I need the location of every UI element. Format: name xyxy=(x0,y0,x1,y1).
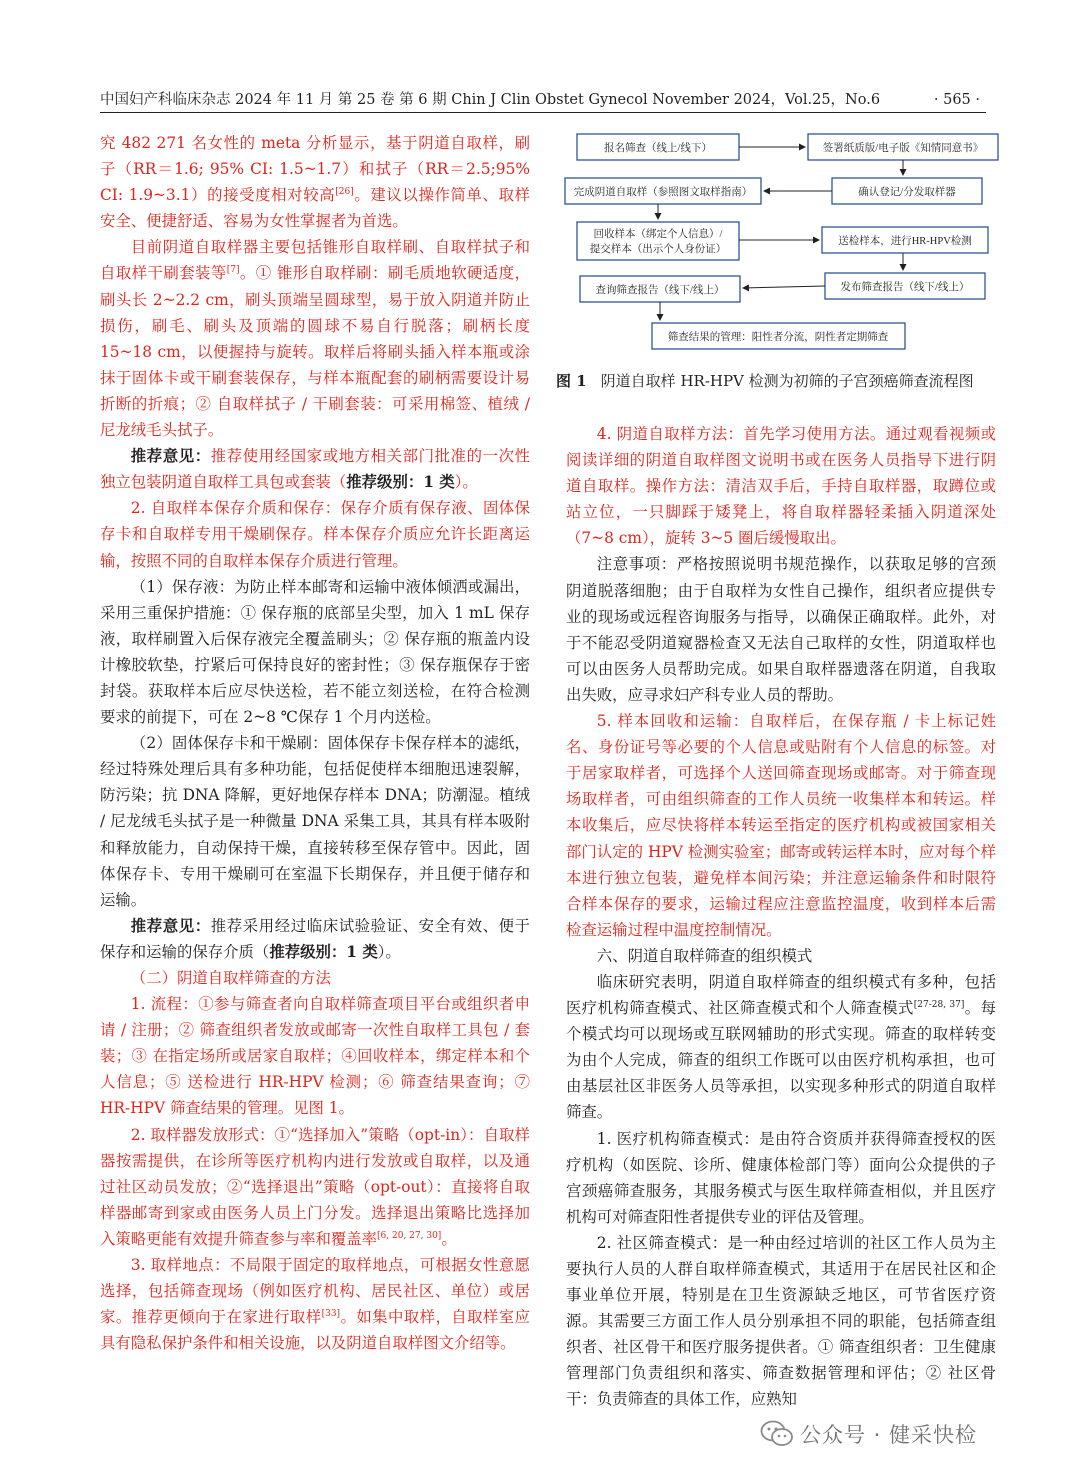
paragraph-distribution: 2. 取样器发放形式：①“选择加入”策略（opt-in）：自取样器按需提供，在诊所等医疗机构内进行发放或自取样，以及通过社区动员发放；②“选择退出”策略（opt-out）：直接将自取样器邮寄到家或由医务人员上门分发。选择退出策略比选择加入策略更能有效提升筛查参与率和覆盖率[6, 20, 27, 30]。 xyxy=(100,1125,530,1248)
page-number: · 565 · xyxy=(933,92,980,108)
flow-label-return-line2: 提交样本（出示个人身份证） xyxy=(589,244,727,255)
watermark-text: 公众号 · 健采快检 xyxy=(800,1423,978,1447)
section-heading-organization: 六、阴道自取样筛查的组织模式 xyxy=(596,946,813,965)
paragraph-solid-card: （2）固体保存卡和干燥刷：固体保存卡保存样本的滤纸，经过特殊处理后具有多种功能，包括促使样本细胞迅速裂解，防污染；抗 DNA 降解，更好地保存样本 DNA；防潮湿。植绒 / 尼龙绒毛头拭子是一种微量 DNA 采集工具，其具有样本吸附和释放能力，自动保持干燥，直接转移至保存管中。因此，固体保存卡、专用干燥刷可在室温下长期保存，并且便于储存和运输。 xyxy=(100,734,530,909)
paragraph-self-sampling-method: 4. 阴道自取样方法：首先学习使用方法。通过观看视频或阅读详细的阴道自取样图文说明书或在医务人员指导下进行阴道自取样。操作方法：清洁双手后，手持自取样器，取蹲位或站立位，一只脚踩于矮凳上，将自取样器轻柔插入阴道深处（7~8 cm），旋转 3~5 圈后缓慢取出。 xyxy=(566,425,996,548)
left-column xyxy=(100,130,530,1356)
journal-citation: 中国妇产科临床杂志 2024 年 11 月 第 25 卷 第 6 期 Chin J Clin Obstet Gynecol November 2024，Vol.25，No.6 xyxy=(100,92,881,108)
paragraph-process: 1. 流程：①参与筛查者向自取样筛查项目平台或组织者申请 / 注册；② 筛查组织者发放或邮寄一次性自取样工具包 / 套装；③ 在指定场所或居家自取样；④回收样本，绑定样本和个人信息；⑤ 送检进行 HR-HPV 检测；⑥ 筛查结果查询；⑦ HR-HPV 筛查结果的管理。见图 1。 xyxy=(100,995,530,1118)
flow-label-result-management: 筛查结果的管理：阳性者分流，阴性者定期筛查 xyxy=(667,332,889,343)
flow-label-self-sample: 完成阴道自取样（参照图文取样指南） xyxy=(573,187,753,198)
recommendation-sampler: 推荐意见：推荐使用经国家或地方相关部门批准的一次性独立包装阴道自取样工具包或套装（推荐级别：1 类）。 xyxy=(100,447,530,492)
figure-caption-text: 阴道自取样 HR-HPV 检测为初筛的子宫颈癌筛查流程图 xyxy=(600,372,974,390)
paragraph-sample-transport: 5. 样本回收和运输：自取样后，在保存瓶 / 卡上标记姓名、身份证号等必要的个人信息或贴附有个人信息的标签。对于居家取样者，可选择个人送回筛查现场或邮寄。对于筛查现场取样者，可由组织筛查的工作人员统一收集样本和转运。样本收集后，应尽快将样本转运至指定的医疗机构或被国家相关部门认定的 HPV 检测实验室；邮寄或转运样本时，应对每个样本进行独立包装，避免样本间污染；并注意运输条件和时限符合样本保存的要求，运输过程应注意监控温度，收到样本后需检查运输过程中温度控制情况。 xyxy=(566,712,996,939)
paragraph-location: 3. 取样地点：不局限于固定的取样地点，可根据女性意愿选择，包括筛查现场（例如医疗机构、居民社区、单位）或居家。推荐更倾向于在家进行取样[33]。如集中取样，自取样室应具有隐私保护条件和相关设施，以及阴道自取样图文介绍等。 xyxy=(100,1256,530,1353)
figure-number: 图 1 xyxy=(556,372,587,390)
flowchart-figure xyxy=(560,128,1000,398)
running-header xyxy=(100,88,986,113)
flow-label-publish-report: 发布筛查报告（线下/线上） xyxy=(840,282,970,293)
paragraph-organization-models: 临床研究表明，阴道自取样筛查的组织模式有多种，包括医疗机构筛查模式、社区筛查模式和个人筛查模式[27-28, 37]。每个模式均可以现场或互联网辅助的形式实现。筛查的取样转变为由个人完成，筛查的组织工作既可以由医疗机构承担，也可由基层社区非医务人员等承担，以实现多种形式的阴道自取样筛查。 xyxy=(566,972,996,1122)
watermark xyxy=(760,1414,977,1454)
paragraph-meta-analysis: 究 482 271 名女性的 meta 分析显示，基于阴道自取样，刷子（RR＝1.6; 95% CI: 1.5~1.7）和拭子（RR＝2.5;95% CI: 1.9~3.1）的接受度相对较高[26]。建议以操作简单、取样安全、便捷舒适、容易为女性掌握者为首选。 xyxy=(100,134,530,231)
wechat-icon xyxy=(760,1420,794,1448)
paragraph-precautions: 注意事项：严格按照说明书规范操作，以获取足够的宫颈阴道脱落细胞；由于自取样为女性自己操作，组织者应提供专业的现场或远程咨询服务与指导，以确保正确取样。此外，对于不能忍受阴道窥器检查又无法自己取样的女性，阴道取样也可以由医务人员帮助完成。如果自取样器遗落在阴道，自我取出失败，应寻求妇产科专业人员的帮助。 xyxy=(566,555,996,704)
paragraph-sampler-types: 目前阴道自取样器主要包括锥形自取样刷、自取样拭子和自取样干刷套装等[7]。① 锥形自取样刷：刷毛质地软硬适度，刷头长 2~2.2 cm，刷头顶端呈圆球型，易于放入阴道并防止损伤，刷毛、刷头及顶端的圆球不易自行脱落；刷柄长度 15~18 cm，以便握持与旋转。取样后将刷头插入样本瓶或涂抹于固体卡或干刷套装保存，与样本瓶配套的刷柄需要设计易折断的折痕；② 自取样拭子 / 干刷套装：可采用棉签、植绒 / 尼龙绒毛头拭子。 xyxy=(100,238,530,440)
flow-label-confirm: 确认登记/分发取样器 xyxy=(858,187,956,198)
flow-label-register: 报名筛查（线上/线下） xyxy=(604,143,712,154)
flow-label-consent: 签署纸质版/电子版《知情同意书》 xyxy=(822,143,984,154)
flow-label-return-line1: 回收样本（绑定个人信息）/ xyxy=(593,229,723,240)
flow-label-send-test: 送检样本，进行HR-HPV检测 xyxy=(838,236,972,247)
paragraph-storage-liquid: （1）保存液：为防止样本邮寄和运输中液体倾洒或漏出，采用三重保护措施：① 保存瓶的底部呈尖型，加入 1 mL 保存液，取样刷置入后保存液完全覆盖刷头；② 保存瓶的瓶盖内设计橡胶软垫，拧紧后可保持良好的密封性；③ 保存瓶保存于密封袋。获取样本后应尽快送检，若不能立刻送检，在符合检测要求的前提下，可在 2~8 ℃保存 1 个月内送检。 xyxy=(100,577,530,727)
section-heading-methods: （二）阴道自取样筛查的方法 xyxy=(130,969,331,987)
paragraph-storage-media: 2. 自取样本保存介质和保存：保存介质有保存液、固体保存卡和自取样专用干燥刷保存。样本保存介质应允许长距离运输，按照不同的自取样本保存介质进行管理。 xyxy=(100,499,530,570)
flow-label-query-report: 查询筛查报告（线下/线上） xyxy=(595,285,725,296)
paragraph-institution-model: 1. 医疗机构筛查模式：是由符合资质并获得筛查授权的医疗机构（如医院、诊所、健康体检部门等）面向公众提供的子宫颈癌筛查服务，其服务模式与医生取样筛查相似，并且医疗机构可对筛查阳性者提供专业的评估及管理。 xyxy=(566,1129,996,1226)
right-column xyxy=(566,421,996,1413)
recommendation-storage: 推荐意见：推荐采用经过临床试验验证、安全有效、便于保存和运输的保存介质（推荐级别：1 类）。 xyxy=(100,916,530,961)
figure-caption xyxy=(556,370,1006,392)
paragraph-community-model: 2. 社区筛查模式：是一种由经过培训的社区工作人员为主要执行人员的人群自取样筛查模式，其适用于在居民社区和企事业单位开展，特别是在卫生资源缺乏地区，可节省医疗资源。其需要三方面工作人员分别承担不同的职能，包括筛查组织者、社区骨干和医疗服务提供者。① 筛查组织者：卫生健康管理部门负责组织和落实、筛查数据管理和评估；② 社区骨干：负责筛查的具体工作，应熟知 xyxy=(566,1233,996,1409)
